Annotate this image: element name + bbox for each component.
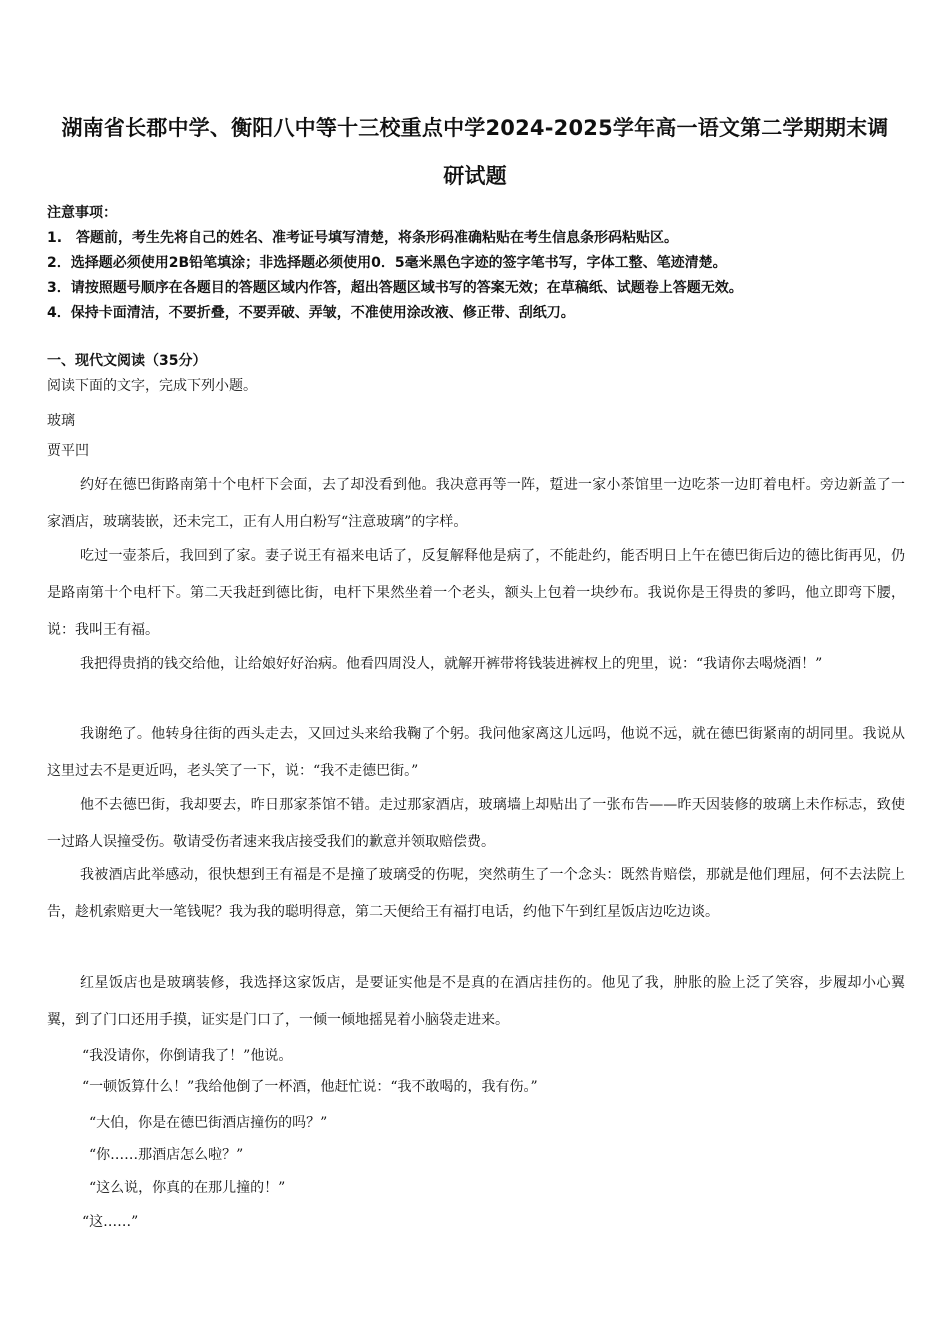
story-paragraph-2: 吃过一壶茶后，我回到了家。妻子说王有福来电话了，反复解释他是病了，不能赴约，能否明日上午在德巴街后边的德比街再见，仍是路南第十个电杆下。第二天我赶到德比街，电杆下果然坐着一个老头，额头上包着一块纱布。我说你是王得贵的爹吗，他立即弯下腰，说：我叫王有福。 (47, 548, 905, 638)
dialogue-line-1: “我没请你，你倒请我了！”他说。 (82, 1048, 293, 1064)
story-paragraph-5: 他不去德巴街，我却要去，昨日那家茶馆不错。走过那家酒店，玻璃墙上却贴出了一张布告——昨天因装修的玻璃上未作标志，致使一过路人误撞受伤。敬请受伤者速来我店接受我们的歉意并领取赔偿费。 (47, 797, 905, 850)
story-author: 贾平凹 (47, 443, 89, 459)
dialogue-line-4: “你……那酒店怎么啦？” (89, 1147, 244, 1163)
notice-heading: 注意事项： (47, 205, 117, 221)
story-paragraph-3: 我把得贵捎的钱交给他，让给娘好好治病。他看四周没人，就解开裤带将钱装进裤杈上的兜里，说：“我请你去喝烧酒！” (80, 656, 823, 672)
story-title: 玻璃 (47, 413, 75, 429)
story-paragraph-6: 我被酒店此举感动，很快想到王有福是不是撞了玻璃受的伤呢，突然萌生了一个念头：既然肯赔偿，那就是他们理屈，何不去法院上告，趁机索赔更大一笔钱呢？我为我的聪明得意，第二天便给王有福打电话，约他下午到红星饭店边吃边谈。 (47, 867, 905, 920)
story-paragraph-4: 我谢绝了。他转身往街的西头走去，又回过头来给我鞠了个躬。我问他家离这儿远吗，他说不远，就在德巴街紧南的胡同里。我说从这里过去不是更近吗，老头笑了一下，说：“我不走德巴街。” (47, 726, 905, 779)
section-heading: 一、现代文阅读（35分） (47, 353, 207, 369)
story-paragraph-1: 约好在德巴街路南第十个电杆下会面，去了却没看到他。我决意再等一阵，踅进一家小茶馆里一边吃茶一边盯着电杆。旁边新盖了一家酒店，玻璃装嵌，还未完工，正有人用白粉写“注意玻璃”的字样。 (47, 477, 905, 530)
dialogue-line-5: “这么说，你真的在那儿撞的！” (89, 1180, 286, 1196)
exam-title-line-2: 研试题 (443, 164, 507, 188)
dialogue-line-2: “一顿饭算什么！”我给他倒了一杯酒，他赶忙说：“我不敢喝的，我有伤。” (82, 1079, 538, 1095)
notice-list (47, 226, 743, 326)
notice-item-2: 2．选择题必须使用2B铅笔填涂；非选择题必须使用0．5毫米黑色字迹的签字笔书写，字体工整、笔迹清楚。 (47, 255, 727, 271)
dialogue-line-3: “大伯，你是在德巴街酒店撞伤的吗？” (89, 1115, 328, 1131)
story-paragraph-7: 红星饭店也是玻璃装修，我选择这家饭店，是要证实他是不是真的在酒店挂伤的。他见了我，肿胀的脸上泛了笑容，步履却小心翼翼，到了门口还用手摸，证实是门口了，一倾一倾地摇晃着小脑袋走进来。 (47, 975, 905, 1028)
notice-item-1: 1. 答题前，考生先将自己的姓名、准考证号填写清楚，将条形码准确粘贴在考生信息条形码粘贴区。 (47, 230, 679, 246)
dialogue-line-6: “这……” (82, 1214, 139, 1230)
reading-instruction: 阅读下面的文字，完成下列小题。 (47, 378, 257, 394)
notice-item-4: 4．保持卡面清洁，不要折叠，不要弄破、弄皱，不准使用涂改液、修正带、刮纸刀。 (47, 305, 575, 321)
notice-item-3: 3．请按照题号顺序在各题目的答题区域内作答，超出答题区域书写的答案无效；在草稿纸、试题卷上答题无效。 (47, 280, 743, 296)
exam-title-line-1: 湖南省长郡中学、衡阳八中等十三校重点中学2024-2025学年高一语文第二学期期末调 (61, 116, 889, 140)
